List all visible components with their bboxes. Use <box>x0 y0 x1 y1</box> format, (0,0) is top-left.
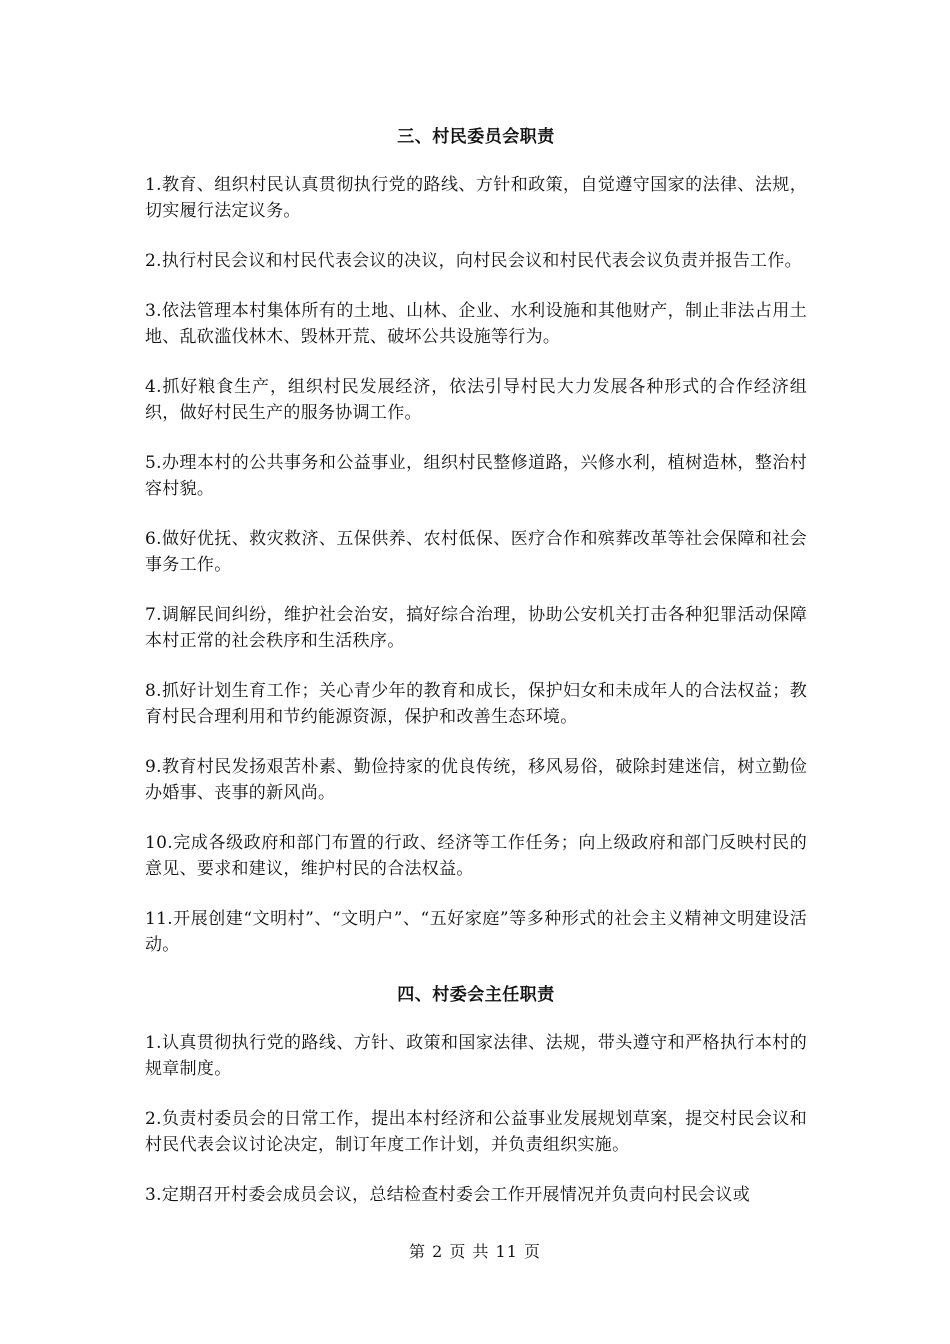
section-3-item-9: 9.教育村民发扬艰苦朴素、勤俭持家的优良传统，移风易俗，破除封建迷信，树立勤俭办婚事、丧事的新风尚。 <box>145 757 807 803</box>
section-4-item-2: 2.负责村委员会的日常工作，提出本村经济和公益事业发展规划草案，提交村民会议和村民代表会议讨论决定，制订年度工作计划，并负责组织实施。 <box>145 1109 807 1155</box>
section-4-item-3: 3.定期召开村委会成员会议，总结检查村委会工作开展情况并负责向村民会议或 <box>145 1185 751 1205</box>
section-3-item-1: 1.教育、组织村民认真贯彻执行党的路线、方针和政策，自觉遵守国家的法律、法规，切实履行法定议务。 <box>145 175 807 221</box>
section-4-item-1: 1.认真贯彻执行党的路线、方针、政策和国家法律、法规，带头遵守和严格执行本村的规章制度。 <box>145 1033 807 1079</box>
section-3-item-5: 5.办理本村的公共事务和公益事业，组织村民整修道路，兴修水利，植树造林，整治村容村貌。 <box>145 453 807 499</box>
section-3-item-8: 8.抓好计划生育工作；关心青少年的教育和成长，保护妇女和未成年人的合法权益；教育村民合理利用和节约能源资源，保护和改善生态环境。 <box>145 681 807 727</box>
section-3-item-3: 3.依法管理本村集体所有的土地、山林、企业、水利设施和其他财产，制止非法占用土地、乱砍滥伐林木、毁林开荒、破坏公共设施等行为。 <box>145 301 807 347</box>
section-4-heading: 四、村委会主任职责 <box>397 985 555 1005</box>
page-content <box>145 124 807 1232</box>
page-number-footer: 第 2 页 共 11 页 <box>409 1242 541 1261</box>
section-3-heading: 三、村民委员会职责 <box>397 127 555 147</box>
section-3-item-10: 10.完成各级政府和部门布置的行政、经济等工作任务；向上级政府和部门反映村民的意见、要求和建议，维护村民的合法权益。 <box>145 833 807 879</box>
section-3-item-6: 6.做好优抚、救灾救济、五保供养、农村低保、医疗合作和殡葬改革等社会保障和社会事务工作。 <box>145 529 807 575</box>
section-3-item-4: 4.抓好粮食生产，组织村民发展经济，依法引导村民大力发展各种形式的合作经济组织，做好村民生产的服务协调工作。 <box>145 377 807 423</box>
section-3-item-2: 2.执行村民会议和村民代表会议的决议，向村民会议和村民代表会议负责并报告工作。 <box>145 251 802 271</box>
section-3-item-7: 7.调解民间纠纷，维护社会治安，搞好综合治理，协助公安机关打击各种犯罪活动保障本村正常的社会秩序和生活秩序。 <box>145 605 807 651</box>
section-3-item-11: 11.开展创建“文明村”、“文明户”、“五好家庭”等多种形式的社会主义精神文明建设活动。 <box>145 909 807 955</box>
